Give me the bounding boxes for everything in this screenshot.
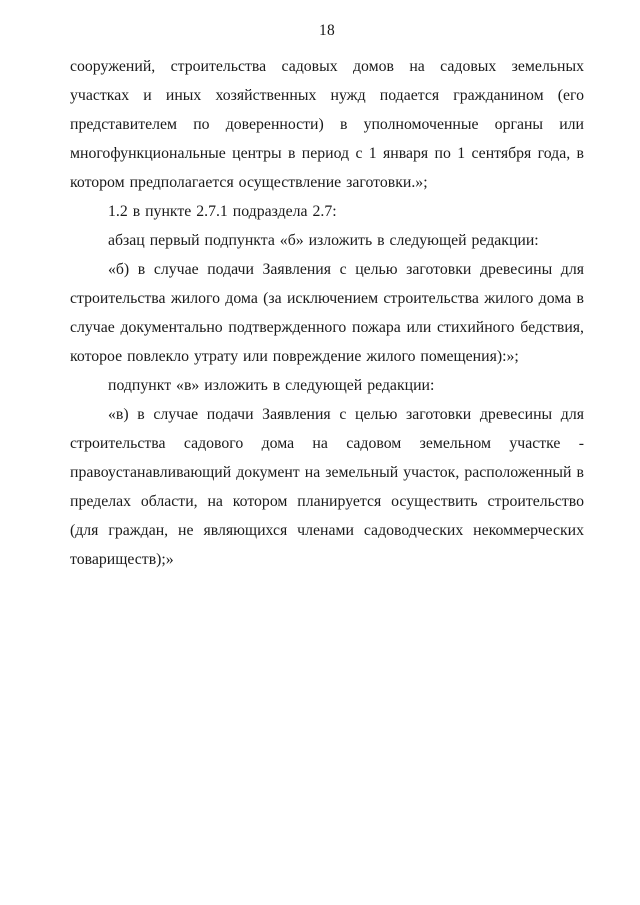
- paragraph-clause-1-2: 1.2 в пункте 2.7.1 подраздела 2.7:: [108, 203, 337, 220]
- paragraph-continuation: сооружений, строительства садовых домов на садовых земельных участках и иных хозяйственных нужд подается гражданином (его представителем по доверенности) в уполномоченные органы или многофункциональные центры в период с 1 января по 1 сентября года, в котором предполагается осуществление заготовки.»;: [70, 58, 584, 191]
- page-number: 18: [318, 22, 336, 39]
- paragraph-subclause-v-text: «в) в случае подачи Заявления с целью заготовки древесины для строительства садового дома на садовом земельном участке - правоустанавливающий документ на земельный участок, расположенный в пределах области, на котором планируется осуществить строительство (для граждан, не являющихся членами садоводческих некоммерческих товариществ);»: [70, 406, 584, 568]
- paragraph-subclause-b-text: «б) в случае подачи Заявления с целью заготовки древесины для строительства жилого дома (за исключением строительства жилого дома в случае документально подтвержденного пожара или стихийного бедствия, которое повлекло утрату или повреждение жилого помещения):»;: [70, 261, 584, 365]
- document-body: [70, 52, 584, 574]
- paragraph-subclause-b-intro: абзац первый подпункта «б» изложить в следующей редакции:: [108, 232, 539, 249]
- paragraph-subclause-v-intro: подпункт «в» изложить в следующей редакции:: [108, 377, 435, 394]
